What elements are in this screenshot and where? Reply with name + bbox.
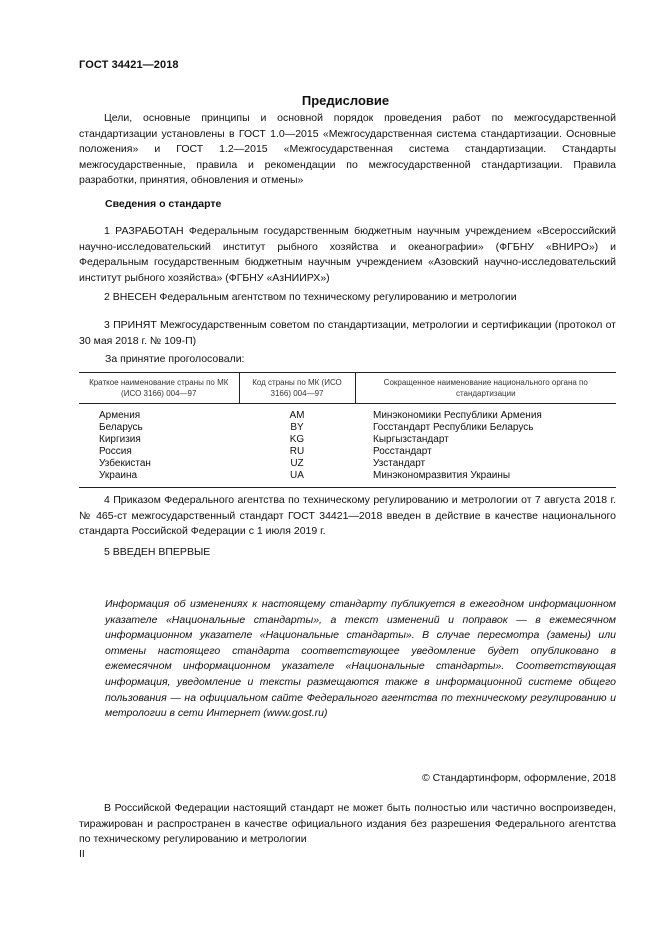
table-row [79, 470, 616, 488]
header-standards-body: Сокращенное наименование национального органа по стандартизации [355, 373, 616, 404]
copyright-notice: © Стандартинформ, оформление, 2018 [421, 772, 616, 784]
voting-table [79, 372, 616, 488]
country-name: Армения [99, 410, 141, 421]
table-row [79, 404, 616, 423]
country-name: Украина [79, 470, 239, 488]
item-introduced: 2 ВНЕСЕН Федеральным агентством по техническому регулированию и метрологии [104, 291, 517, 303]
voted-label: За принятие проголосовали: [105, 353, 245, 365]
standards-body: Минэкономики Республики Армения [373, 410, 542, 421]
intro-paragraph: Цели, основные принципы и основной порядок проведения работ по межгосударственной стандартизации установлены в ГОСТ 1.0—2015 «Межгосударственная система стандартизации. Основные положения» и ГОСТ 1.2—2015 «Межгосударственная система стандартизации. Стандарты межгосударственные, правила и рекомендации по межгосударственной стандартизации. Правила разработки, принятия, обновления и отмены» [79, 112, 616, 187]
page-number: II [79, 848, 85, 860]
standards-body: Кыргызстандарт [373, 434, 449, 445]
country-code: BY [290, 422, 304, 433]
table-row [79, 458, 616, 470]
standards-body: Госстандарт Республики Беларусь [373, 422, 534, 433]
country-code: AM [289, 410, 305, 421]
page-title: Предисловие [301, 93, 390, 108]
country-code: KG [289, 434, 305, 445]
info-notice: Информация об изменениях к настоящему стандарту публикуется в ежегодном информационном указателе «Национальные стандарты», а текст изменений и поправок — в ежемесячном информационном указателе «Национальные стандарты». В случае пересмотра (замены) или отмены настоящего стандарта соответствующее уведомление будет опубликовано в ежемесячном информационном указателе «Национальные стандарты». Соответствующая информация, уведомление и тексты размещаются также в информационной системе общего пользования — на официальном сайте Федерального агентства по техническому регулированию и метрологии в сети Интернет (www.gost.ru) [105, 598, 616, 720]
header-country-code: Код страны по МК (ИСО 3166) 004—97 [239, 373, 355, 404]
standards-body: Минэкономразвития Украины [355, 470, 616, 488]
country-name: Узбекистан [99, 458, 151, 469]
country-code: UA [239, 470, 355, 488]
header-country-name: Краткое наименование страны по МК (ИСО 3166) 004—97 [79, 373, 239, 404]
item-first-time: 5 ВВЕДЕН ВПЕРВЫЕ [104, 546, 211, 558]
item-order: 4 Приказом Федерального агентства по техническому регулированию и метрологии от 7 августа 2018 г. № 465-ст межгосударственный стандарт ГОСТ 34421—2018 введен в действие в качестве национального стандарта Российской Федерации с 1 июля 2019 г. [79, 494, 616, 538]
country-name: Россия [99, 446, 132, 457]
standards-body: Узстандарт [373, 458, 426, 469]
restriction-paragraph: В Российской Федерации настоящий стандарт не может быть полностью или частично воспроизведен, тиражирован и распространен в качестве официального издания без разрешения Федерального агентства по техническому регулированию и метрологии [79, 802, 616, 846]
item-developed: 1 РАЗРАБОТАН Федеральным государственным бюджетным научным учреждением «Всероссийский научно-исследовательский институт рыбного хозяйства и океанографии» (ФГБНУ «ВНИРО») и Федеральным государственным бюджетным научным учреждением «Азовский научно-исследовательский институт рыбного хозяйства» (ФГБНУ «АзНИИРХ») [79, 225, 616, 284]
country-code: UZ [290, 458, 304, 469]
standard-number: ГОСТ 34421—2018 [79, 59, 179, 71]
table-header-row [79, 373, 616, 404]
country-name: Киргизия [99, 434, 141, 445]
country-code: RU [289, 446, 305, 457]
item-adopted: 3 ПРИНЯТ Межгосударственным советом по стандартизации, метрологии и сертификации (протокол от 30 мая 2018 г. № 109-П) [79, 319, 616, 347]
table-row [79, 434, 616, 446]
standards-body: Росстандарт [373, 446, 432, 457]
country-name: Беларусь [99, 422, 143, 433]
table-row [79, 422, 616, 434]
table-row [79, 446, 616, 458]
section-heading: Сведения о стандарте [105, 198, 222, 210]
